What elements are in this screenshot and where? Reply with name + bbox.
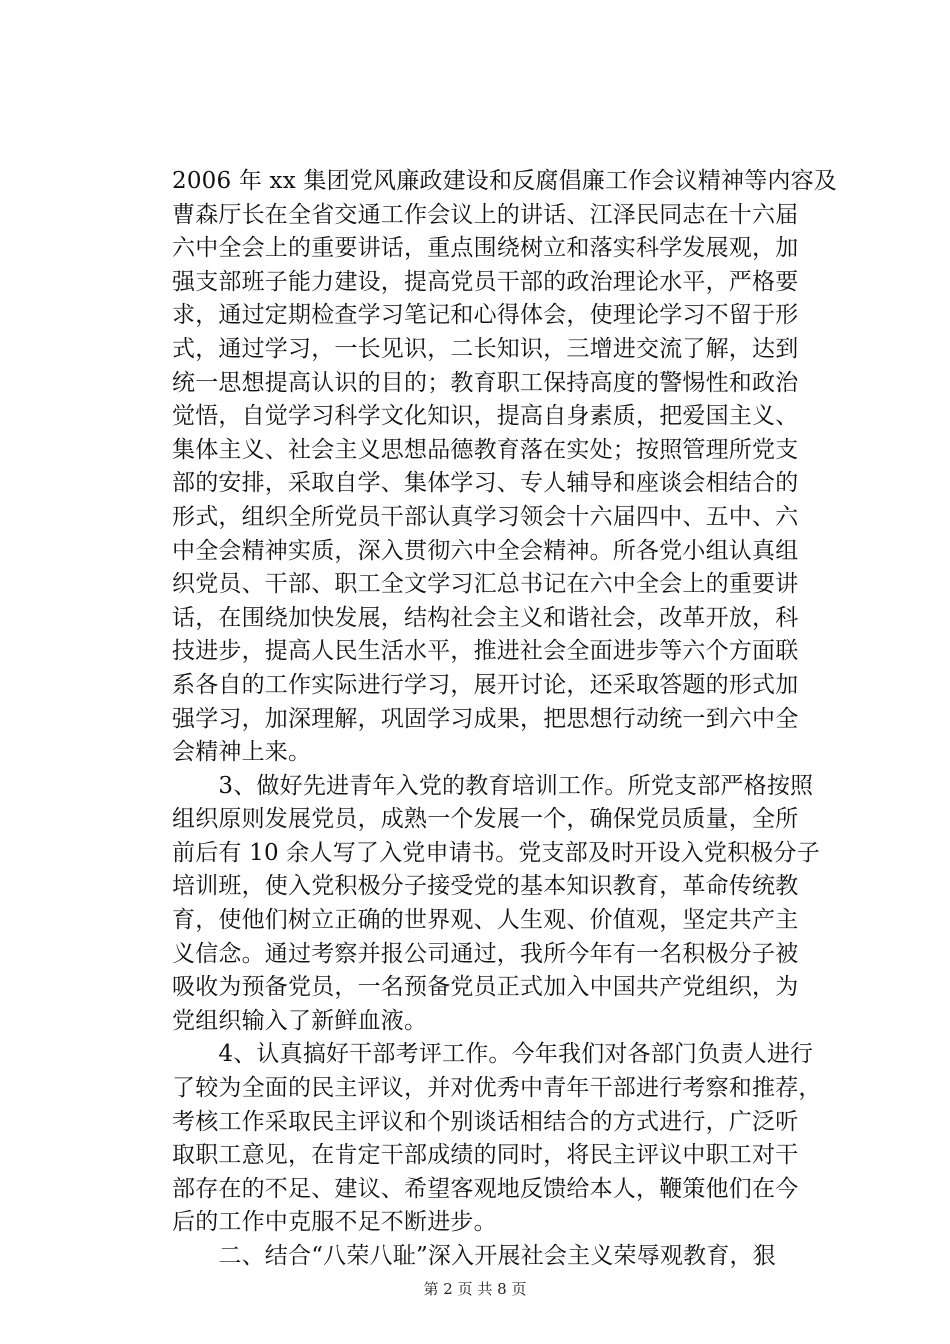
text-line: 形式，组织全所党员干部认真学习领会十六届四中、五中、六 — [172, 503, 799, 530]
text-line: 义信念。通过考察并报公司通过，我所今年有一名积极分子被 — [172, 940, 799, 967]
text-line: 部存在的不足、建议、希望客观地反馈给本人，鞭策他们在今 — [172, 1175, 799, 1202]
text-line: 中全会精神实质，深入贯彻六中全会精神。所各党小组认真组 — [172, 537, 799, 564]
document-body — [172, 165, 838, 1274]
text-line: 曹森厅长在全省交通工作会议上的讲话、江泽民同志在十六届 — [172, 201, 799, 228]
paragraph-start-line: 3、做好先进青年入党的教育培训工作。所党支部严格按照 — [172, 772, 814, 799]
text-line: 六中全会上的重要讲话，重点围绕树立和落实科学发展观，加 — [172, 235, 799, 262]
paragraph-start-line: 二、结合“八荣八耻”深入开展社会主义荣辱观教育，狠 — [172, 1243, 776, 1269]
text-line: 集体主义、社会主义思想品德教育落在实处；按照管理所党支 — [172, 436, 799, 463]
text-line: 了较为全面的民主评议，并对优秀中青年干部进行考察和推荐， — [172, 1075, 822, 1102]
text-line: 技进步，提高人民生活水平，推进社会全面进步等六个方面联 — [172, 638, 799, 665]
text-line: 考核工作采取民主评议和个别谈话相结合的方式进行，广泛听 — [172, 1108, 799, 1135]
text-line: 前后有 10 余人写了入党申请书。党支部及时开设入党积极分子 — [172, 839, 820, 866]
text-line: 党组织输入了新鲜血液。 — [172, 1007, 428, 1034]
text-line: 强支部班子能力建设，提高党员干部的政治理论水平，严格要 — [172, 268, 799, 295]
text-line: 吸收为预备党员，一名预备党员正式加入中国共产党组织，为 — [172, 974, 799, 1001]
text-line: 后的工作中克服不足不断进步。 — [172, 1209, 497, 1236]
text-line: 会精神上来。 — [172, 739, 312, 766]
text-line: 部的安排，采取自学、集体学习、专人辅导和座谈会相结合的 — [172, 470, 799, 497]
page-number-label: 第 2 页 共 8 页 — [423, 1280, 527, 1298]
text-line: 话，在围绕加快发展，结构社会主义和谐社会，改革开放，科 — [172, 604, 799, 631]
text-line: 组织原则发展党员，成熟一个发展一个，确保党员质量，全所 — [172, 806, 799, 833]
text-line: 2006 年 xx 集团党风廉政建设和反腐倡廉工作会议精神等内容及 — [172, 168, 838, 194]
text-line: 培训班，使入党积极分子接受党的基本知识教育，革命传统教 — [172, 873, 799, 900]
paragraph-start-line: 4、认真搞好干部考评工作。今年我们对各部门负责人进行 — [172, 1041, 814, 1068]
text-line: 觉悟，自觉学习科学文化知识，提高自身素质，把爱国主义、 — [172, 403, 799, 430]
text-line: 织党员、干部、职工全文学习汇总书记在六中全会上的重要讲 — [172, 571, 799, 598]
text-line: 式，通过学习，一长见识，二长知识，三增进交流了解，达到 — [172, 335, 799, 362]
text-line: 系各自的工作实际进行学习，展开讨论，还采取答题的形式加 — [172, 671, 799, 698]
text-line: 统一思想提高认识的目的；教育职工保持高度的警惕性和政治 — [172, 369, 799, 396]
text-line: 育，使他们树立正确的世界观、人生观、价值观，坚定共产主 — [172, 907, 799, 934]
page-footer — [0, 1278, 950, 1299]
text-line: 强学习，加深理解，巩固学习成果，把思想行动统一到六中全 — [172, 705, 799, 732]
text-line: 取职工意见，在肯定干部成绩的同时，将民主评议中职工对干 — [172, 1142, 799, 1169]
text-line: 求，通过定期检查学习笔记和心得体会，使理论学习不留于形 — [172, 302, 799, 329]
